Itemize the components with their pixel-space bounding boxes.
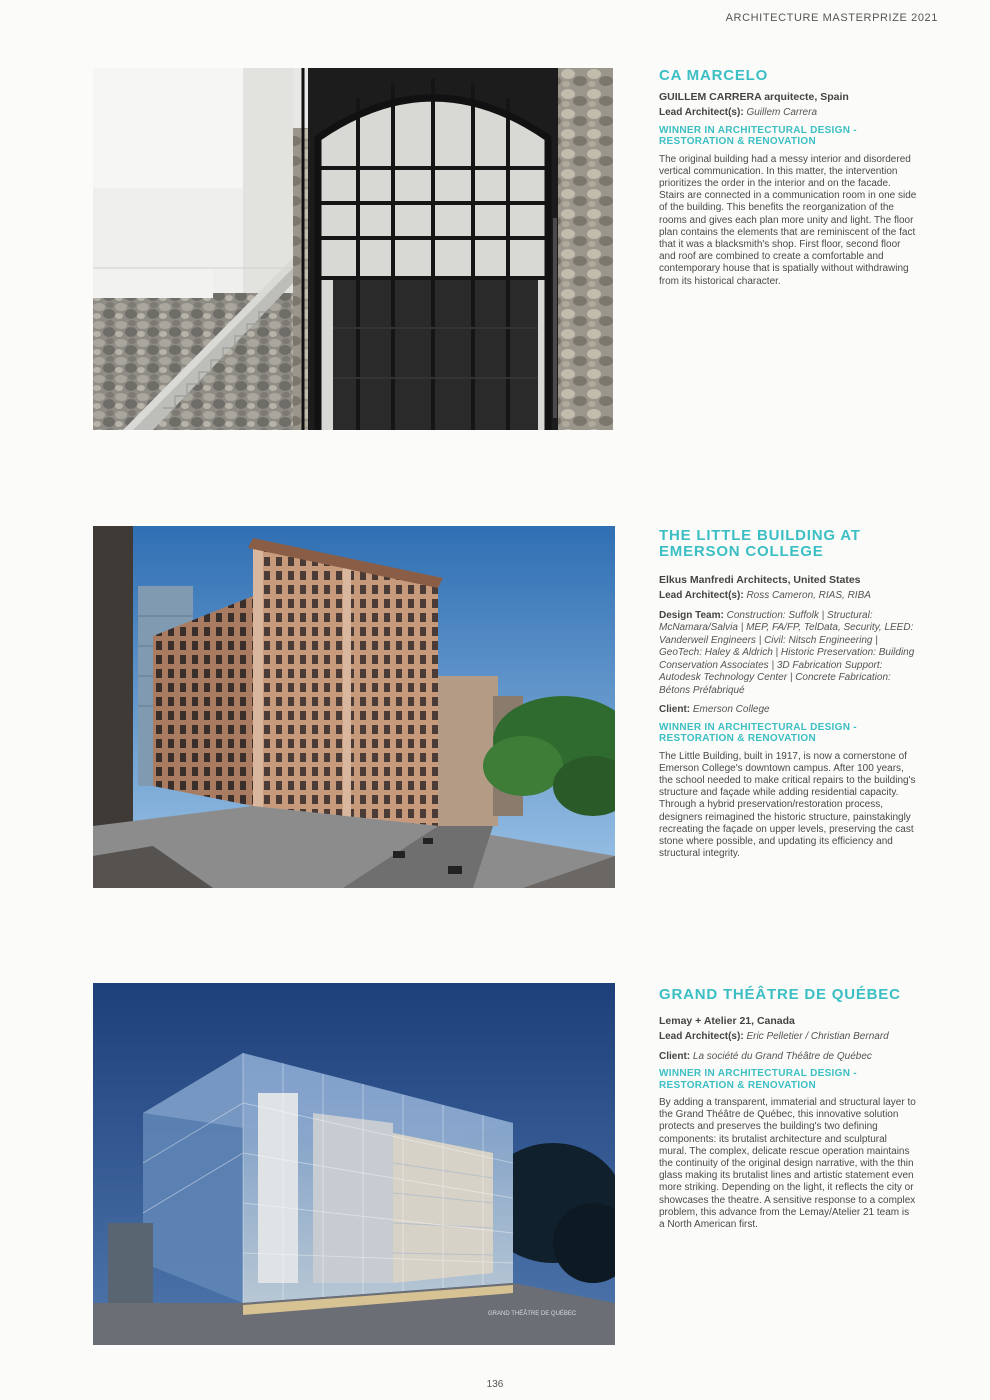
lead-architect-label: Lead Architect(s): [659,1031,744,1042]
client-value: Emerson College [692,704,770,715]
project-grand-theatre [659,987,917,1231]
grand-theatre-photo [93,983,615,1345]
award-label: WINNER IN ARCHITECTURAL DESIGN - RESTORATION & RENOVATION [659,721,857,744]
project-firm: Lemay + Atelier 21, Canada [659,1015,795,1027]
award-label: WINNER IN ARCHITECTURAL DESIGN - RESTORATION & RENOVATION [659,124,857,147]
lead-architect [659,1031,917,1044]
ca-marcelo-photo [93,68,613,430]
client-value: La société du Grand Théâtre de Québec [692,1050,872,1062]
lead-architect-value: Ross Cameron, RIAS, RIBA [746,590,871,601]
project-firm: GUILLEM CARRERA arquitecte, Spain [659,91,849,103]
award-label: WINNER IN ARCHITECTURAL DESIGN - RESTORATION & RENOVATION [659,1068,857,1091]
lead-architect [659,107,917,120]
client [659,1051,917,1064]
design-team-value: Construction: Suffolk | Structural: McNamara/Salvia | MEP, FA/FP, TelData, Security, LEED: Vanderweil Engineers | Civil: Nitsch Engineering | GeoTech: Haley & Aldrich | Historic Preservation: Building Conservation Associates | 3D Fabrication Support: Autodesk Technology Center | Concrete Fabrication: Bétons Préfabriqué [659,609,915,696]
lead-architect-value: Eric Pelletier / Christian Bernard [746,1031,889,1042]
design-team-label: Design Team: [659,609,724,621]
lead-architect [659,590,917,603]
little-building-photo [93,526,615,888]
project-title: GRAND THÉÂTRE DE QUÉBEC [659,986,901,1003]
lead-architect-label: Lead Architect(s): [659,590,744,601]
lead-architect-label: Lead Architect(s): [659,107,744,118]
project-description: The Little Building, built in 1917, is now a cornerstone of Emerson College's downtown campus. After 100 years, the school needed to make critical repairs to the building's structure and façade while adding residential capacity. Through a hybrid preservation/restoration process, designers reimagined the historic structure, painstakingly recreating the façade on upper levels, preserving the cast stone where possible, and updating its efficiency and structural integrity. [659,750,916,860]
project-title: THE LITTLE BUILDING AT EMERSON COLLEGE [659,527,861,560]
project-description: By adding a transparent, immaterial and structural layer to the Grand Théâtre de Québec, this innovative solution protects and preserves the building's two defining components: its brutalist architecture and sculptural mural. The complex, delicate rescue operation maintains the continuity of the original design narrative, with the thin glass making its brutalist lines and artistic statement even more striking. Depending on the light, it reflects the city or showcases the theatre. A sensitive response to a complex problem, this advance from the Lemay/Atelier 21 team is a North American first. [659,1097,916,1231]
project-firm: Elkus Manfredi Architects, United States [659,574,861,586]
photo-sign: GRAND THÉÂTRE DE QUÉBEC [488,1311,577,1317]
project-description: The original building had a messy interior and disordered vertical communication. In this matter, the intervention prioritizes the order in the interior and on the facade. Stairs are connected in a communication room in one side of the building. This benefits the reorganization of the rooms and gives each plan more unity and light. The floor plan contains the elements that are reminiscent of the fact that it was a blacksmith's shop. First floor, second floor and roof are combined to create a comfortable and contemporary house that is spatially without withdrawing from its historical character. [659,153,917,287]
design-team [659,610,917,698]
project-little-building [659,528,917,860]
client-label: Client: [659,704,691,715]
page-number: 136 [486,1379,504,1390]
project-title: CA MARCELO [659,67,769,84]
project-ca-marcelo [659,68,917,288]
client-label: Client: [659,1050,691,1062]
running-header: ARCHITECTURE MASTERPRIZE 2021 [725,12,938,24]
lead-architect-value: Guillem Carrera [746,107,818,118]
client [659,704,917,717]
